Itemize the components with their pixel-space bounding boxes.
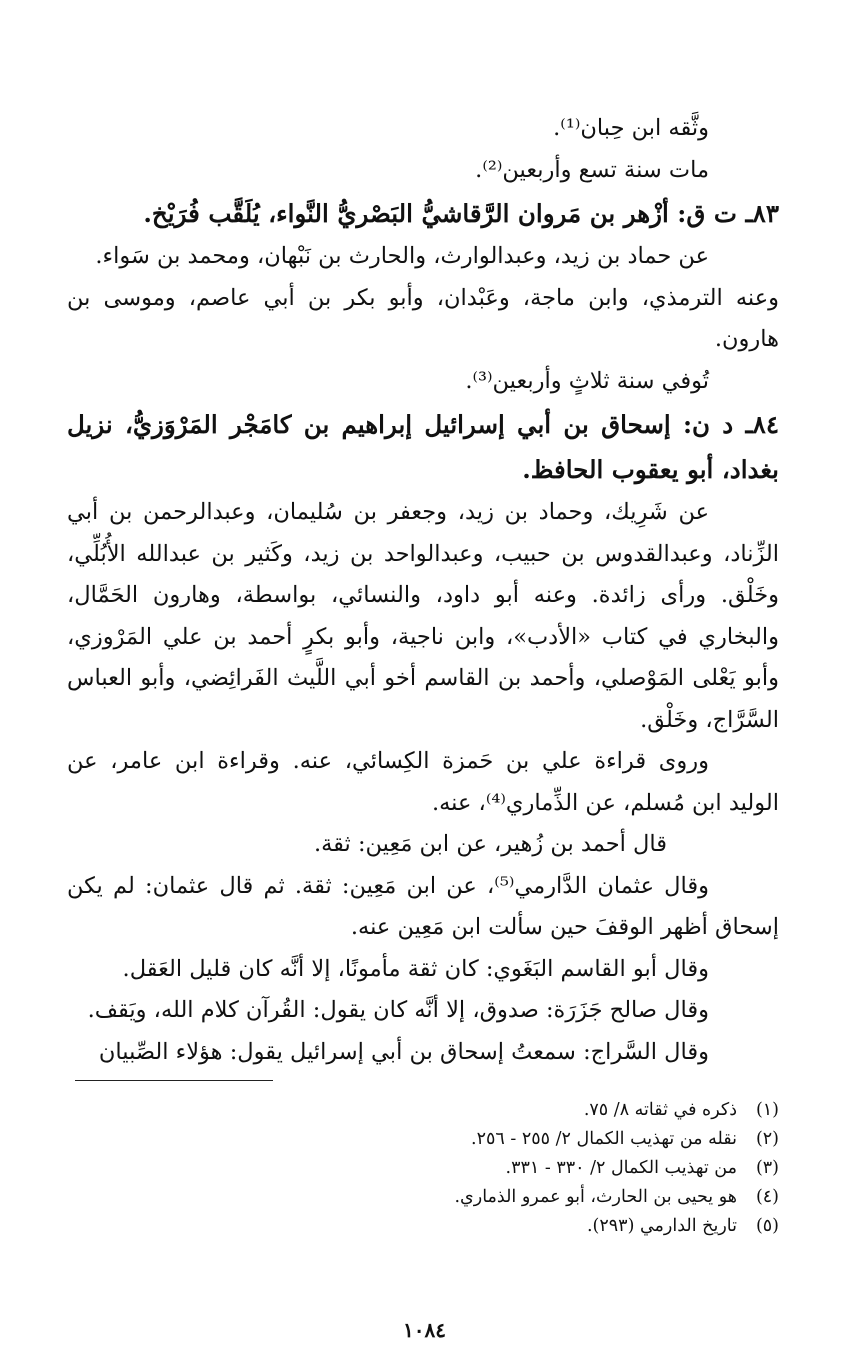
paragraph: وقال عثمان الدَّارمي⁽⁵⁾، عن ابن مَعِين: ثقة. ثم قال عثمان: لم يكن إسحاق أظهر الوقفَ حين سألت ابن مَعِين عنه. [67, 872, 779, 940]
footnote [67, 1212, 779, 1241]
footnote-text: نقله من تهذيب الكمال ٢/ ٢٥٥ - ٢٥٦. [471, 1129, 737, 1149]
footnote-number: (٣) [755, 1158, 779, 1178]
footnote-number: (٥) [755, 1216, 779, 1236]
footnote-separator [75, 1080, 273, 1081]
paragraph: تُوفي سنة ثلاثٍ وأربعين⁽³⁾. [465, 367, 709, 394]
paragraph: عن شَرِيك، وحماد بن زيد، وجعفر بن سُليمان، وعبدالرحمن بن أبي الزِّناد، وعبدالقدوس بن حبيب، وعبدالواحد بن زيد، وكَثير بن عبدالله الأُبُلِّي، وخَلْق. ورأى زائدة. وعنه أبو داود، والنسائي، بواسطة، وهارون الحَمَّال، والبخاري في كتاب «الأدب»، وابن ناجية، وأبو بكرٍ أحمد بن علي المَرْوزي، وأبو يَعْلى المَوْصلي، وأحمد بن القاسم أخو أبي اللَّيث الفَرائِضي، وأبو العباس السَّرَّاج، وخَلْق. [67, 499, 779, 733]
footnote [67, 1154, 779, 1183]
footnote-number: (٢) [755, 1129, 779, 1149]
footnote-number: (١) [755, 1100, 779, 1120]
footnote-text: هو يحيى بن الحارث، أبو عمرو الذماري. [454, 1187, 737, 1207]
entry-heading-84: ٨٤ـ د ن: إسحاق بن أبي إسرائيل إبراهيم بن كامَجْر المَرْوَزيُّ، نزيل بغداد، أبو يعقوب الحافظ. [67, 410, 779, 484]
footnotes [67, 1096, 779, 1241]
paragraph: وقال أبو القاسم البَغَوي: كان ثقة مأمونًا، إلا أنَّه كان قليل العَقل. [122, 955, 709, 982]
main-text [67, 108, 779, 1073]
paragraph: مات سنة تسع وأربعين⁽²⁾. [475, 156, 709, 183]
footnote [67, 1096, 779, 1125]
page-number: ١٠٨٤ [403, 1318, 446, 1342]
footnote [67, 1125, 779, 1154]
footnote [67, 1183, 779, 1212]
paragraph: وقال صالح جَزَرَة: صدوق، إلا أنَّه كان يقول: القُرآن كلام الله، ويَقف. [87, 997, 709, 1023]
footnote-text: من تهذيب الكمال ٢/ ٣٣٠ - ٣٣١. [505, 1158, 737, 1178]
footnote-text: تاريخ الدارمي (٢٩٣). [586, 1216, 737, 1236]
footnote-text: ذكره في ثقاته ٨/ ٧٥. [583, 1100, 737, 1120]
paragraph: وقال السَّراج: سمعتُ إسحاق بن أبي إسرائيل يقول: هؤلاء الصِّبيان [98, 1038, 709, 1065]
entry-heading-83: ٨٣ـ ت ق: أزْهر بن مَروان الرَّقاشيُّ البَصْريُّ النَّواء، يُلَقَّب فُرَيْخ. [143, 199, 779, 228]
footnote-number: (٤) [755, 1187, 779, 1207]
paragraph: قال أحمد بن زُهير، عن ابن مَعِين: ثقة. [313, 831, 667, 857]
paragraph: عن حماد بن زيد، وعبدالوارث، والحارث بن نَبْهان، ومحمد بن سَواء. [95, 243, 709, 269]
paragraph: وثَّقه ابن حِبان⁽¹⁾. [553, 115, 709, 141]
paragraph: وعنه الترمذي، وابن ماجة، وعَبْدان، وأبو بكر بن أبي عاصم، وموسى بن هارون. [67, 284, 779, 352]
paragraph: وروى قراءة علي بن حَمزة الكِسائي، عنه. وقراءة ابن عامر، عن الوليد ابن مُسلم، عن الذِّماري⁽⁴⁾، عنه. [67, 748, 779, 816]
